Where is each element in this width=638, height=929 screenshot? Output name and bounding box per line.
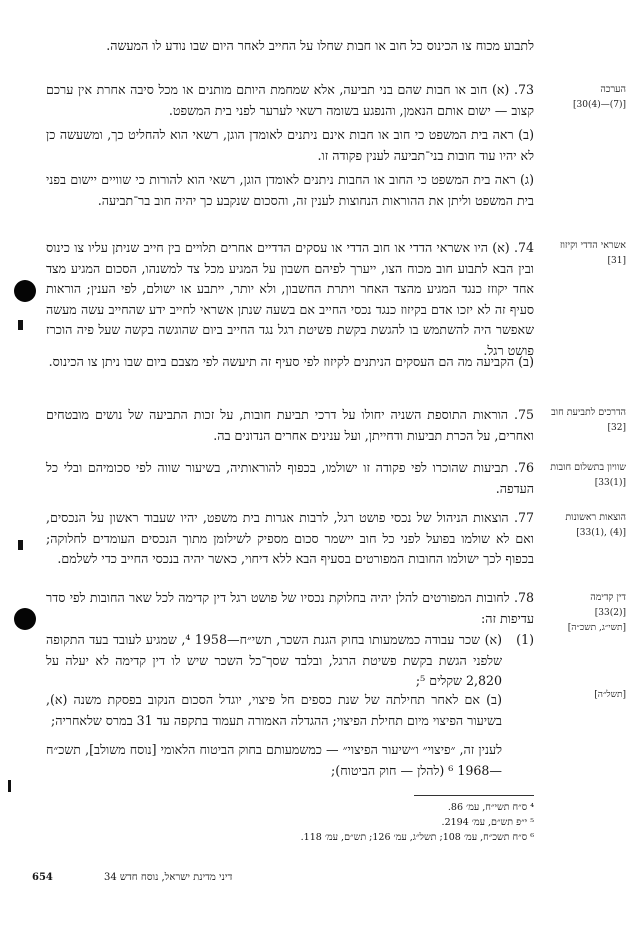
sidenote-77-title: הוצאות ראשונות bbox=[565, 512, 626, 523]
section-74-a: 74. (א) היו אשראי הדדי או חוב הדדי או עסקים הדדיים אחרים תלויים בין חייב שניתן עליו צו כינוס ובין הבא לתבוע חוב מכוח הצו, ייערך לפיהם חשבון על המגיע מכל צד למשנהו, הסכום המגיע מצד אחד יקוזז כנגד המגיע מהצד האחר ויתרת החשבון, ולא יותר, ייתבע או ישולם, לפי הענין; הוראות סעיף זה לא יזכו אדם בקיזוז כנגד נכסי החייב אם בשעה שנתן אשראי לחייב ידע שהחייב עשה מעשה שאפשר היה להשתמש בו להגשת בקשת פשיטת רגל נגד החייב ביום שהוגשה בקשה שעל פיה הוכרז פושט רגל. bbox=[46, 240, 534, 358]
sidenote-78-title: דין קדימה bbox=[590, 592, 626, 603]
scan-speck bbox=[8, 780, 11, 792]
section-78-intro: 78. לחובות המפורטים להלן יהיה בחלוקת נכסיו של פושט רגל דין קדימה לכל שאר החובות לפי סדר עדיפות זה: bbox=[46, 590, 534, 626]
scan-speck bbox=[18, 320, 23, 330]
sidenote-73-ref: [(7)—(4)30] bbox=[572, 99, 626, 110]
sidenote-77-ref: [(4) ,(1)33] bbox=[576, 527, 626, 538]
section-74-b: (ב) הקביעה מה הם העסקים הניתנים לקיזוז לפי סעיף זה תיעשה לפי מצבם ביום שבו ניתן צו הכינוס. bbox=[48, 354, 534, 369]
section-78-item-1: (1) bbox=[516, 632, 534, 647]
sidenote-78-amend: [תשי״ג, תשכ״ה] bbox=[567, 623, 626, 633]
sidenote-75-ref: [32] bbox=[607, 422, 626, 433]
footnote-5: ⁵ י״פ תש״ם, עמ׳ 2194. bbox=[441, 817, 534, 828]
intro-paragraph: לתבוע מכוח צו הכינוס כל חוב או חבות שחלו על החייב לאחר היום שבו נודע לו המעשה. bbox=[106, 38, 534, 53]
punch-hole-mark bbox=[14, 280, 36, 302]
sidenote-78-ref: [(2)33] bbox=[594, 607, 626, 618]
section-73-c: (ג) ראה בית המשפט כי החוב או החבות ניתנים לאומדן הוגן, רשאי הוא להורות כי שוויים יישום בפני בית המשפט וליתן את ההוראות הנחוצות לענין זה, והסכום שנקבע כך יהיה חוב בר־תביעה. bbox=[46, 172, 534, 208]
sidenote-78 bbox=[546, 590, 626, 637]
page-number: 654 bbox=[32, 872, 53, 883]
sidenote-73 bbox=[546, 82, 626, 113]
section-73-a: 73. (א) חוב או חבות שהם בני תביעה, אלא שמחמת היותם מותנים או מכל סיבה אחרת אין ערכם קצוב — ישום אותם הנאמן, והנפגע בשומה רשאי לערער לפני בית המשפט. bbox=[46, 82, 534, 118]
sidenote-73-title: הערכה bbox=[600, 84, 626, 95]
punch-hole-mark bbox=[14, 608, 36, 630]
sidenote-75-title: הדרכים לתביעת חוב bbox=[551, 407, 626, 418]
footer-book-title: דיני מדינת ישראל, נוסח חדש 34 bbox=[104, 872, 233, 883]
section-78-b: (ב) אם לאחר תחילתה של שנת כספים חל פיצוי, יוגדל הסכום הנקוב בפסקת משנה (א), בשיעור הפיצוי מיום תחילת הפיצוי; ההגדלה האמורה תעמוד בתקפה עד 31 במרס שלאחריה; bbox=[46, 692, 502, 728]
sidenote-74 bbox=[546, 238, 626, 269]
sidenote-78-amend2: [תשל״ה] bbox=[594, 690, 626, 700]
sidenote-76-ref: [(1)33] bbox=[594, 477, 626, 488]
footnote-6: ⁶ ס״ח תשכ״ח, עמ׳ 108; תשל״ג, עמ׳ 126; תש״ם, עמ׳ 118. bbox=[300, 832, 534, 843]
section-75: 75. הוראות התוספת השניה יחולו על דרכי תביעת חובות, על זכות התביעה של נושים מובטחים ואחרים, על הכרת תביעות ודחייתן, ועל ענינים אחרים הנדונים בה. bbox=[46, 407, 534, 443]
footnote-4: ⁴ ס״ח תשי״ח, עמ׳ 86. bbox=[447, 802, 534, 813]
scan-speck bbox=[18, 540, 23, 550]
sidenote-75 bbox=[546, 405, 626, 436]
section-73-b: (ב) ראה בית המשפט כי חוב או חבות אינם ניתנים לאומדן הוגן, רשאי הוא להחליט כך, ומשעשה כן לא יהיו עוד חובות בני־תביעה לענין פקודה זו. bbox=[46, 127, 534, 163]
section-78-a: (א) שכר עבודה כמשמעותו בחוק הגנת השכר, תשי״ח—1958 ⁴, שמגיע לעובד בעד התקופה שלפני הגשת בקשת פשיטת הרגל, ובלבד שסך־כל השכר שיש לו דין קדימה לא יעלה על 2,820 שקלים ⁵; bbox=[46, 632, 502, 689]
sidenote-76-title: שוויון בתשלום חובות bbox=[550, 462, 626, 473]
sidenote-77 bbox=[546, 510, 626, 541]
sidenote-76 bbox=[546, 460, 626, 491]
section-76: 76. תביעות שהוכרו לפי פקודה זו ישולמו, בכפוף להוראותיה, בשיעור שווה לפי סכומיהם ובלי כל העדפה. bbox=[46, 460, 534, 496]
footnote-rule bbox=[414, 795, 534, 796]
section-78-definition: לענין זה, ״פיצוי״ ו״שיעור הפיצוי״ — כמשמעותם בחוק הביטוח הלאומי [נוסח משולב], תשכ״ח—1968 ⁶ (להלן — חוק הביטוח); bbox=[46, 742, 502, 778]
sidenote-74-ref: [31] bbox=[607, 255, 626, 266]
section-77: 77. הוצאות הניהול של נכסי פושט רגל, לרבות אגרות בית משפט, יהיו שעבוד ראשון על הנכסים, ואם לא שולמו בפועל לפני כל חוב יישמר סכום מספיק לשילומן מתוך הנכסים העומדים לחלוקה; בכפוף לכך ישולמו החובות המפורטים בסעיף הבא ללא דיחוי, כאשר יהיה בנכסי החייב כדי לשלמם. bbox=[46, 510, 534, 567]
sidenote-74-title: אשראי הדדי וקיזוז bbox=[559, 240, 626, 251]
